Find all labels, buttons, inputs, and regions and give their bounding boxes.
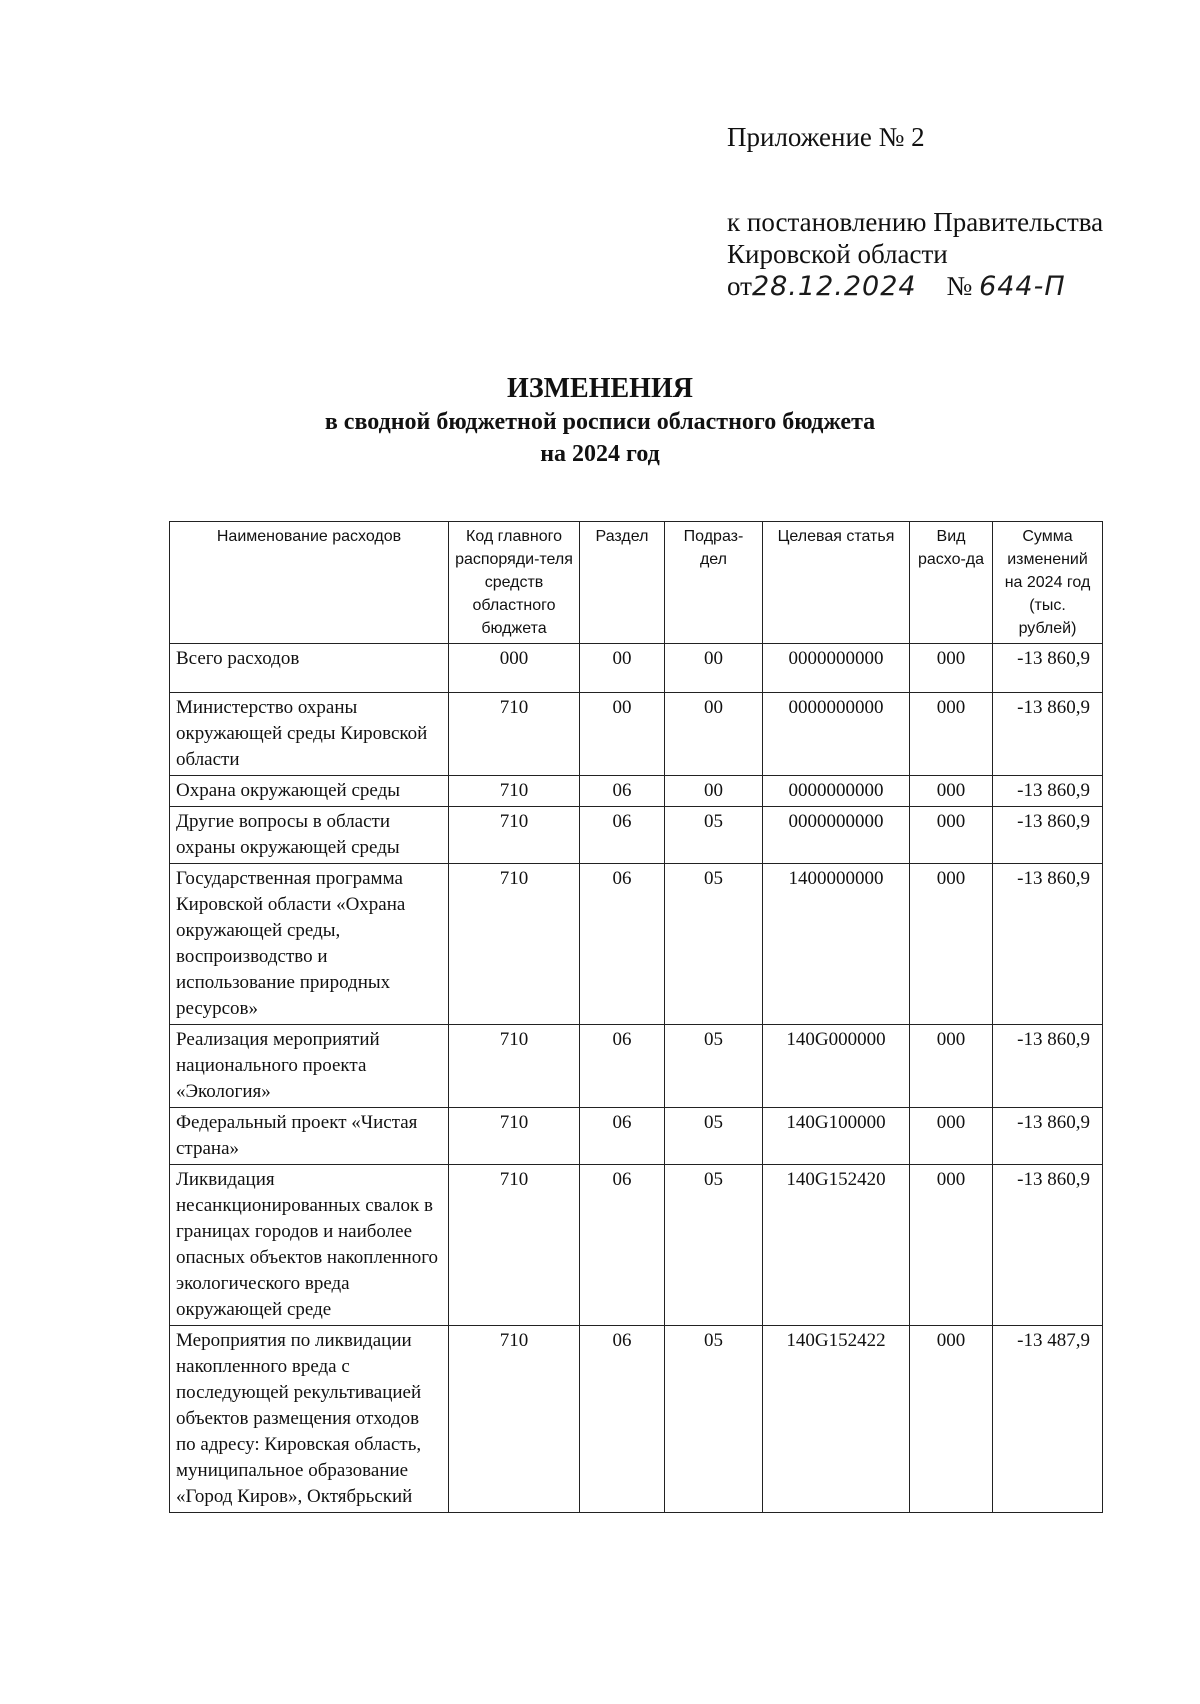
cell-subsection: 05 <box>665 1326 763 1513</box>
cell-sum: -13 487,9 <box>993 1326 1103 1513</box>
table-row <box>170 1025 1103 1108</box>
cell-kind: 000 <box>910 807 993 864</box>
table-header-row <box>170 522 1103 644</box>
cell-name: Федеральный проект «Чистая страна» <box>170 1108 449 1165</box>
cell-target: 140G152420 <box>763 1165 910 1326</box>
cell-target: 140G152422 <box>763 1326 910 1513</box>
cell-target: 0000000000 <box>763 644 910 693</box>
cell-sum: -13 860,9 <box>993 807 1103 864</box>
cell-kind: 000 <box>910 864 993 1025</box>
table-row <box>170 1108 1103 1165</box>
cell-code: 710 <box>449 1326 580 1513</box>
cell-section: 06 <box>580 776 665 807</box>
table-row <box>170 776 1103 807</box>
cell-name: Государственная программа Кировской области «Охрана окружающей среды, воспроизводство и использование природных ресурсов» <box>170 864 449 1025</box>
cell-kind: 000 <box>910 1326 993 1513</box>
cell-code: 710 <box>449 693 580 776</box>
table-row <box>170 644 1103 693</box>
resolution-line-2: Кировской области <box>727 239 948 269</box>
cell-subsection: 00 <box>665 776 763 807</box>
cell-kind: 000 <box>910 1108 993 1165</box>
cell-code: 710 <box>449 807 580 864</box>
table-row <box>170 864 1103 1025</box>
resolution-line-1: к постановлению Правительства <box>727 207 1104 237</box>
resolution-reference <box>727 206 1103 303</box>
cell-code: 710 <box>449 1108 580 1165</box>
cell-target: 0000000000 <box>763 807 910 864</box>
cell-subsection: 00 <box>665 693 763 776</box>
cell-subsection: 05 <box>665 1025 763 1108</box>
cell-name: Ликвидация несанкционированных свалок в границах городов и наиболее опасных объектов накопленного экологического вреда окружающей среде <box>170 1165 449 1326</box>
cell-name: Мероприятия по ликвидации накопленного вреда с последующей рекультивацией объектов размещения отходов по адресу: Кировская область, муниципальное образование «Город Киров», Октябрьский <box>170 1326 449 1513</box>
cell-target: 140G000000 <box>763 1025 910 1108</box>
cell-section: 06 <box>580 1326 665 1513</box>
title-subtitle-1: в сводной бюджетной росписи областного бюджета <box>324 409 876 435</box>
cell-kind: 000 <box>910 776 993 807</box>
handwritten-date: 28.12.2024 <box>751 271 917 302</box>
cell-sum: -13 860,9 <box>993 776 1103 807</box>
cell-code: 710 <box>449 864 580 1025</box>
cell-section: 06 <box>580 1165 665 1326</box>
number-prefix: № <box>946 271 973 301</box>
cell-target: 1400000000 <box>763 864 910 1025</box>
cell-section: 00 <box>580 644 665 693</box>
cell-target: 0000000000 <box>763 776 910 807</box>
cell-name: Охрана окружающей среды <box>170 776 449 807</box>
cell-section: 00 <box>580 693 665 776</box>
budget-changes-table <box>169 521 1103 1513</box>
cell-kind: 000 <box>910 693 993 776</box>
cell-subsection: 00 <box>665 644 763 693</box>
title-subtitle-2: на 2024 год <box>540 441 660 467</box>
cell-section: 06 <box>580 1025 665 1108</box>
header-code: Код главного распоряди-теля средств областного бюджета <box>449 522 580 644</box>
cell-code: 710 <box>449 1025 580 1108</box>
date-prefix: от <box>727 271 752 301</box>
handwritten-number: 644-П <box>979 271 1066 302</box>
header-target: Целевая статья <box>763 522 910 644</box>
appendix-label: Приложение № 2 <box>727 122 925 152</box>
cell-sum: -13 860,9 <box>993 1025 1103 1108</box>
cell-kind: 000 <box>910 1025 993 1108</box>
cell-target: 140G100000 <box>763 1108 910 1165</box>
cell-section: 06 <box>580 807 665 864</box>
table-row <box>170 807 1103 864</box>
cell-name: Другие вопросы в области охраны окружающей среды <box>170 807 449 864</box>
cell-kind: 000 <box>910 1165 993 1326</box>
cell-name: Всего расходов <box>170 644 449 693</box>
header-subsection: Подраз-дел <box>665 522 763 644</box>
table-row <box>170 693 1103 776</box>
cell-name: Реализация мероприятий национального проекта «Экология» <box>170 1025 449 1108</box>
cell-kind: 000 <box>910 644 993 693</box>
cell-sum: -13 860,9 <box>993 1108 1103 1165</box>
cell-sum: -13 860,9 <box>993 644 1103 693</box>
cell-target: 0000000000 <box>763 693 910 776</box>
cell-section: 06 <box>580 864 665 1025</box>
cell-name: Министерство охраны окружающей среды Кировской области <box>170 693 449 776</box>
cell-sum: -13 860,9 <box>993 864 1103 1025</box>
title-main: ИЗМЕНЕНИЯ <box>507 373 693 404</box>
table-row <box>170 1326 1103 1513</box>
cell-sum: -13 860,9 <box>993 1165 1103 1326</box>
header-name: Наименование расходов <box>170 522 449 644</box>
cell-code: 000 <box>449 644 580 693</box>
table-row <box>170 1165 1103 1326</box>
document-title <box>0 372 1200 470</box>
cell-subsection: 05 <box>665 1165 763 1326</box>
cell-code: 710 <box>449 776 580 807</box>
cell-subsection: 05 <box>665 864 763 1025</box>
cell-code: 710 <box>449 1165 580 1326</box>
cell-subsection: 05 <box>665 1108 763 1165</box>
cell-sum: -13 860,9 <box>993 693 1103 776</box>
header-kind: Вид расхо-да <box>910 522 993 644</box>
header-sum: Сумма изменений на 2024 год (тыс. рублей) <box>993 522 1103 644</box>
header-section: Раздел <box>580 522 665 644</box>
cell-section: 06 <box>580 1108 665 1165</box>
resolution-date-line <box>727 270 1103 303</box>
cell-subsection: 05 <box>665 807 763 864</box>
